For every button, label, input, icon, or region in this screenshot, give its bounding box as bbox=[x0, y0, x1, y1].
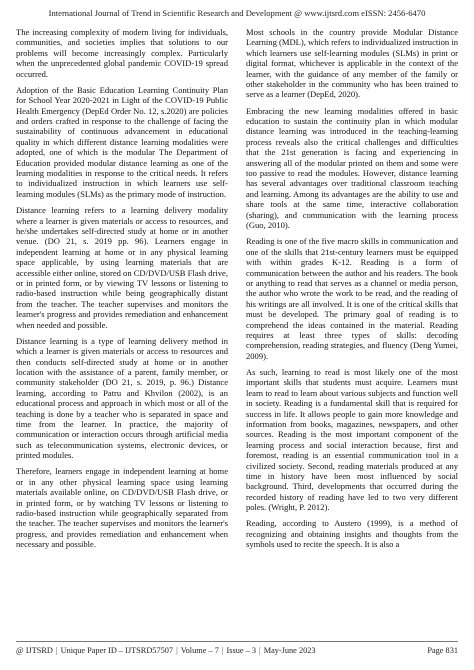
paragraph: Reading is one of the five macro skills in communication and one of the skills that 21st-century learners must be equipped with within grades K-12. Reading is a form of communication between the author and his readers. The book or anything to read that serves as a channel or media person, the author who wrote the work to be read, and the reading of his writings are all involved. It is one of the critical skills that must be developed. The primary goal of reading is to comprehend the ideas contained in the material. Reading requires at least three types of skills: decoding comprehension, reading strategies, and fluency (Deng Yumei, 2009). bbox=[246, 236, 458, 361]
page-footer bbox=[16, 646, 458, 655]
paragraph: Most schools in the country provide Modular Distance Learning (MDL), which refers to individualized instruction in which learners use self-learning modules (SLMs) in print or digital format, whichever is applicable in the context of the learner, with the guidance of any member of the family or other stakeholder in the community who has been trained to serve as a learner (DepEd, 2020). bbox=[246, 27, 458, 100]
paragraph: Adoption of the Basic Education Learning Continuity Plan for School Year 2020-2021 in Light of the COVID-19 Public Health Emergency (DepEd Order No. 12, s.2020) are policies and orders crafted in response to the challenge of facing the sustainability of continuous advancement in educational quality in which different distance learning modalities were adopted, one of which is the modular The Department of Education provided modular distance learning as one of the learning modalities in response to the critical needs. It refers to individualized instruction in which learners use self-learning modules (SLMs) as the primary mode of instruction. bbox=[16, 84, 228, 199]
separator: | bbox=[221, 646, 224, 655]
footer-paper-id: Unique Paper ID – IJTSRD57507 bbox=[60, 646, 174, 655]
footer-issue: Issue – 3 bbox=[226, 646, 257, 655]
paragraph: Distance learning refers to a learning delivery modality where a learner is given materials or access to resources, and he/she undertakes self-directed study at home or in another venue. (DO 21, s. 2019 pp. 96). Learners engage in independent learning at home or in any physical learning space applicable, by using learning materials that are accessible either online, stored on CD/DVD/USB Flash drive, or in printed form, or by viewing TV lessons or listening to radio-based instruction while being geographically distant from the teacher. The teacher supervises and monitors the learner's progress and provides remediation and enhancement when needed and possible. bbox=[16, 205, 228, 330]
footer-date: May-June 2023 bbox=[263, 646, 316, 655]
footer-volume: Volume – 7 bbox=[180, 646, 219, 655]
paragraph: The increasing complexity of modern living for individuals, communities, and societies implies that solutions to our problems will become increasingly complex. Particularly when the unprecedented global pandemic COVID-19 spread occurred. bbox=[16, 27, 228, 79]
footer-page-number: Page 831 bbox=[427, 646, 458, 655]
paragraph: Reading, according to Austero (1999), is a method of recognizing and obtaining insights and thoughts from the symbols used to recite the speech. It is also a bbox=[246, 518, 458, 550]
journal-header: International Journal of Trend in Scientific Research and Development @ www.ijtsrd.com eISSN: 2456-6470 bbox=[48, 8, 426, 18]
paragraph: Embracing the new learning modalities offered in basic education to sustain the continuity plan in which modular distance learning was introduced in the teaching-learning process reveals also the critical challenges and difficulties that the 21st generation is facing and experiencing in answering all of the modular printed on them and some were too passive to read the modules. However, distance learning has several advantages over traditional classroom teaching and learning. Among its advantages are the ability to use and share tools at the same time, interactive collaboration (sharing), and communication with the learning process (Guo, 2010). bbox=[246, 105, 458, 231]
footer-journal: @ IJTSRD bbox=[16, 646, 53, 655]
paragraph: Therefore, learners engage in independent learning at home or in any other physical learning space using learning materials available online, on CD/DVD/USB Flash drive, or in printed form, or by watching TV lessons or listening to radio-based instruction while geographically separated from the teacher. The teacher supervises and monitors the learner's progress, and provides remediation and enhancement when necessary and possible. bbox=[16, 466, 228, 550]
paragraph: Distance learning is a type of learning delivery method in which a learner is given materials or access to resources and then conducts self-directed study at home or in another location with the assistance of a parent, family member, or community stakeholder (DO 21, s. 2019, p. 96.) Distance learning, according to Patru and Khvilon (2002), is an educational process and approach in which most or all of the teaching is done by a teacher who is separated in space and time from the learner. In practice, the majority of communication or interaction occurs through artificial media such as telecommunication systems, electronic devices, or printed modules. bbox=[16, 335, 228, 461]
paragraph: As such, learning to read is most likely one of the most important skills that students must acquire. Learners must learn to read to learn about various subjects and function well in society. Reading is a fundamental skill that is required for success in life. It allows people to gain more knowledge and information from books, magazines, newspapers, and other sources. Reading is the most important component of the learning process and social interaction because, first and foremost, reading is an essential communication tool in a civilized society. Second, reading materials produced at any time in history have been most influenced by social background. Third, developments that occurred during the recorded history of reading have led to two very different poles. (Wright, P. 2012). bbox=[246, 366, 458, 513]
left-column bbox=[16, 27, 228, 637]
right-column bbox=[246, 27, 458, 637]
footer-divider bbox=[16, 641, 458, 642]
separator: | bbox=[55, 646, 58, 655]
separator: | bbox=[259, 646, 261, 655]
separator: | bbox=[176, 646, 178, 655]
